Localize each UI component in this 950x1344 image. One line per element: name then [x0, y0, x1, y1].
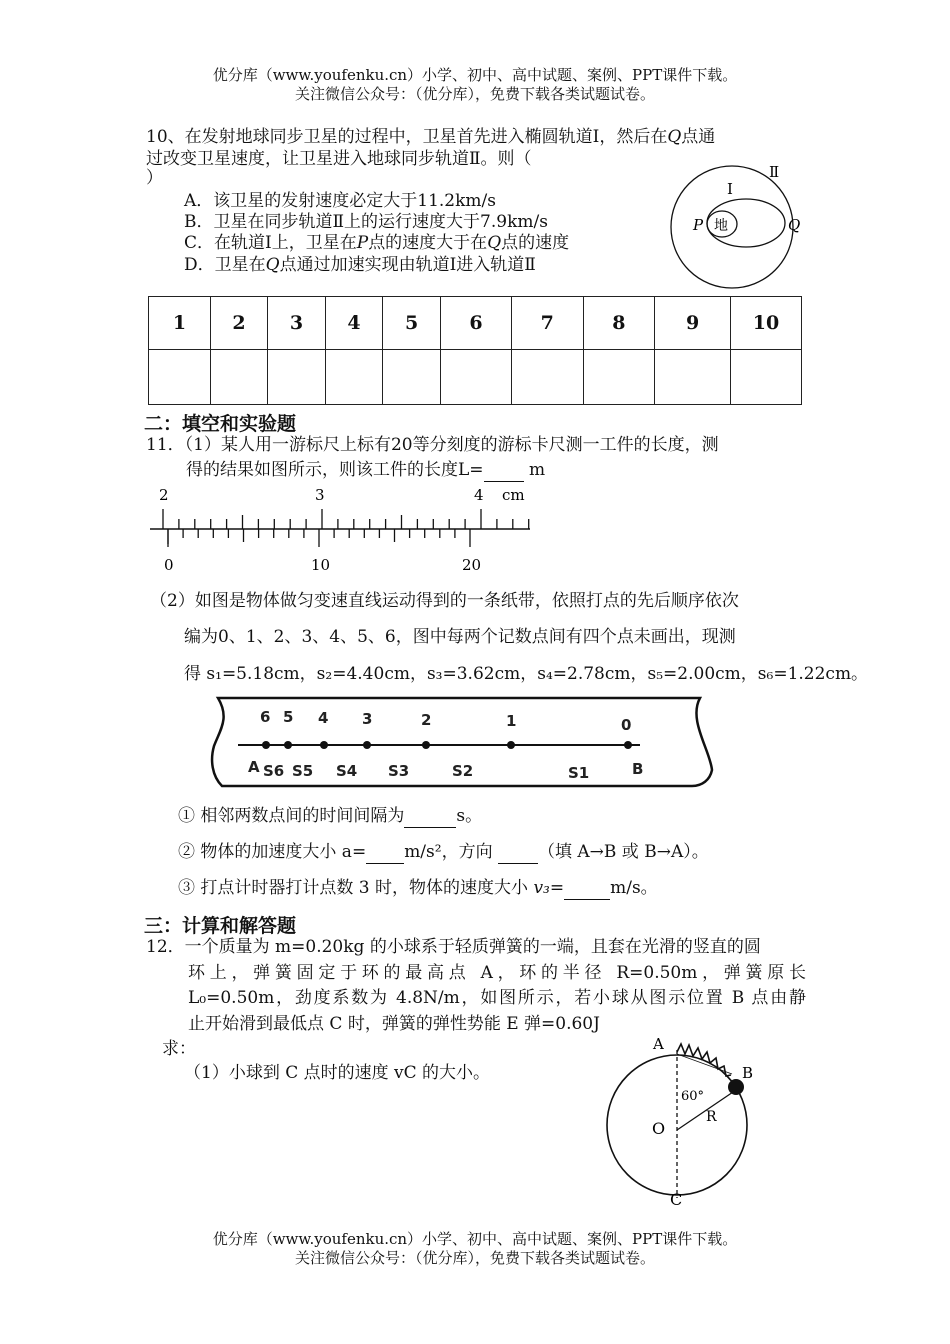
vernier-label-0: 0: [164, 556, 174, 574]
q11-part2-line-2: 编为0、1、2、3、4、5、6，图中每两个记数点间有四个点未画出，现测: [184, 627, 736, 647]
answer-header-cell: 6: [441, 297, 512, 350]
answer-header-cell: 5: [383, 297, 441, 350]
q12-line-4: 止开始滑到最低点 C 时，弹簧的弹性势能 E 弹=0.60J: [188, 1014, 600, 1034]
radius-label: R: [706, 1109, 717, 1125]
tape-bottom-label: S5: [292, 762, 314, 780]
tape-top-label: 2: [421, 711, 432, 729]
q10-option-c: C．在轨道Ⅰ上，卫星在P点的速度大于在Q点的速度: [184, 233, 570, 253]
answer-cell[interactable]: [326, 350, 383, 405]
answer-cell[interactable]: [730, 350, 801, 405]
q11-sub-1: ① 相邻两数点间的时间间隔为 s。: [178, 806, 483, 826]
tape-bottom-label: S6: [263, 762, 285, 780]
direction-blank[interactable]: [498, 841, 538, 864]
tape-dot: [262, 741, 270, 749]
q10-option-b: B．卫星在同步轨道Ⅱ上的运行速度大于7.9km/s: [184, 212, 548, 232]
q12-line-6: （1）小球到 C 点时的速度 vC 的大小。: [184, 1063, 491, 1083]
q12-line-3: L₀=0.50m，劲度系数为 4.8N/m，如图所示，若小球从图示位置 B 点由静: [188, 988, 806, 1008]
tape-top-label: 4: [318, 709, 329, 727]
tape-top-label: 5: [283, 708, 294, 726]
answer-cell[interactable]: [441, 350, 512, 405]
footer-line-1: 优分库（www.youfenku.cn）小学、初中、高中试题、案例、PPT课件下载。: [212, 1230, 738, 1248]
answer-header-cell: 3: [267, 297, 325, 350]
acceleration-blank[interactable]: [366, 841, 404, 864]
q10-option-a: A．该卫星的发射速度必定大于11.2km/s: [184, 191, 497, 211]
tape-dot: [507, 741, 515, 749]
tape-top-label: 6: [260, 708, 271, 726]
q11-part2-line-1: （2）如图是物体做匀变速直线运动得到的一条纸带，依照打点的先后顺序依次: [150, 591, 739, 611]
main-label-2: 2: [159, 486, 169, 504]
length-blank[interactable]: [484, 459, 524, 482]
tape-bottom-label: A: [248, 758, 260, 776]
tape-top-label: 0: [621, 716, 632, 734]
q12-line-5: 求：: [162, 1039, 196, 1059]
answer-cell[interactable]: [583, 350, 655, 405]
angle-label: 60°: [681, 1089, 705, 1104]
point-a-label: A: [653, 1035, 664, 1053]
tape-bottom-label: B: [632, 760, 644, 778]
orbit-i-label: Ⅰ: [727, 180, 733, 198]
answer-cell[interactable]: [511, 350, 583, 405]
paper-tape: [200, 690, 720, 794]
caliper-unit: cm: [502, 486, 525, 504]
interval-blank[interactable]: [404, 805, 456, 828]
orbit-ii-label: Ⅱ: [769, 163, 780, 181]
answer-header-cell: 1: [149, 297, 211, 350]
header-line-2: 关注微信公众号：（优分库），免费下载各类试题试卷。: [294, 85, 655, 103]
point-p-label: P: [693, 216, 704, 234]
header-line-1: 优分库（www.youfenku.cn）小学、初中、高中试题、案例、PPT课件下载。: [212, 66, 738, 84]
velocity-blank[interactable]: [564, 877, 610, 900]
q11-sub-3: ③ 打点计时器打计点数 3 时，物体的速度大小 v₃= m/s。: [178, 878, 658, 898]
answer-table-header-row: [149, 297, 802, 350]
tape-bottom-label: S1: [568, 764, 590, 782]
q11-line-2: 得的结果如图所示，则该工件的长度L= m: [186, 460, 546, 480]
tape-dot: [320, 741, 328, 749]
ring-diagram: [600, 1030, 770, 1210]
answer-header-cell: 10: [730, 297, 801, 350]
tape-dot: [422, 741, 430, 749]
answer-header-cell: 7: [511, 297, 583, 350]
q11-line-1: 11．（1）某人用一游标尺上标有20等分刻度的游标卡尺测一工件的长度，测: [146, 435, 719, 455]
q10-stem-line-2: 过改变卫星速度，让卫星进入地球同步轨道Ⅱ。则（: [146, 149, 532, 169]
answer-cell[interactable]: [210, 350, 267, 405]
answer-header-cell: 2: [210, 297, 267, 350]
q10-stem-line-1: 10、在发射地球同步卫星的过程中，卫星首先进入椭圆轨道Ⅰ，然后在Q点通: [146, 127, 716, 147]
section-3-title: 三：计算和解答题: [144, 915, 297, 937]
point-b-label: B: [742, 1064, 754, 1082]
tape-top-label: 1: [506, 712, 517, 730]
orbit-diagram: [655, 160, 815, 290]
vernier-caliper: [145, 482, 535, 574]
section-2-title: 二：填空和实验题: [144, 413, 297, 435]
tape-dot: [363, 741, 371, 749]
q10-option-d: D．卫星在Q点通过加速实现由轨道Ⅰ进入轨道Ⅱ: [184, 255, 536, 275]
tape-dot: [284, 741, 292, 749]
tape-dot: [624, 741, 632, 749]
q11-part2-line-3: 得 s₁=5.18cm，s₂=4.40cm，s₃=3.62cm，s₄=2.78cm，s₅=2.00cm，s₆=1.22cm。: [184, 664, 869, 684]
q12-line-2: 环上，弹簧固定于环的最高点 A，环的半径 R=0.50m，弹簧原长: [188, 963, 806, 983]
answer-header-cell: 8: [583, 297, 655, 350]
answer-cell[interactable]: [383, 350, 441, 405]
answer-cell[interactable]: [655, 350, 731, 405]
main-label-3: 3: [315, 486, 325, 504]
earth-label: 地: [714, 218, 728, 234]
answer-table: [148, 296, 802, 405]
tape-bottom-label: S4: [336, 762, 358, 780]
tape-top-label: 3: [362, 710, 373, 728]
point-c-label: C: [670, 1190, 683, 1209]
answer-cell[interactable]: [149, 350, 211, 405]
vernier-label-10: 10: [311, 556, 331, 574]
q10-stem-line-3: ）: [146, 168, 163, 188]
vernier-scale-ticks: [168, 529, 470, 547]
point-o-label: O: [652, 1119, 666, 1138]
point-q-label: Q: [788, 216, 801, 234]
tape-bottom-label: S2: [452, 762, 474, 780]
main-scale-ticks: [163, 509, 529, 529]
answer-header-cell: 9: [655, 297, 731, 350]
answer-cell[interactable]: [267, 350, 325, 405]
vernier-label-20: 20: [462, 556, 482, 574]
answer-header-cell: 4: [326, 297, 383, 350]
q11-sub-2: ② 物体的加速度大小 a= m/s²，方向 （填 A→B 或 B→A）。: [178, 842, 709, 862]
answer-table-blank-row: [149, 350, 802, 405]
main-label-4: 4: [474, 486, 484, 504]
tape-bottom-label: S3: [388, 762, 410, 780]
spring-axis: [677, 1054, 732, 1074]
q12-line-1: 12．一个质量为 m=0.20kg 的小球系于轻质弹簧的一端，且套在光滑的竖直的圆: [146, 937, 761, 957]
footer-line-2: 关注微信公众号：（优分库），免费下载各类试题试卷。: [294, 1249, 655, 1267]
